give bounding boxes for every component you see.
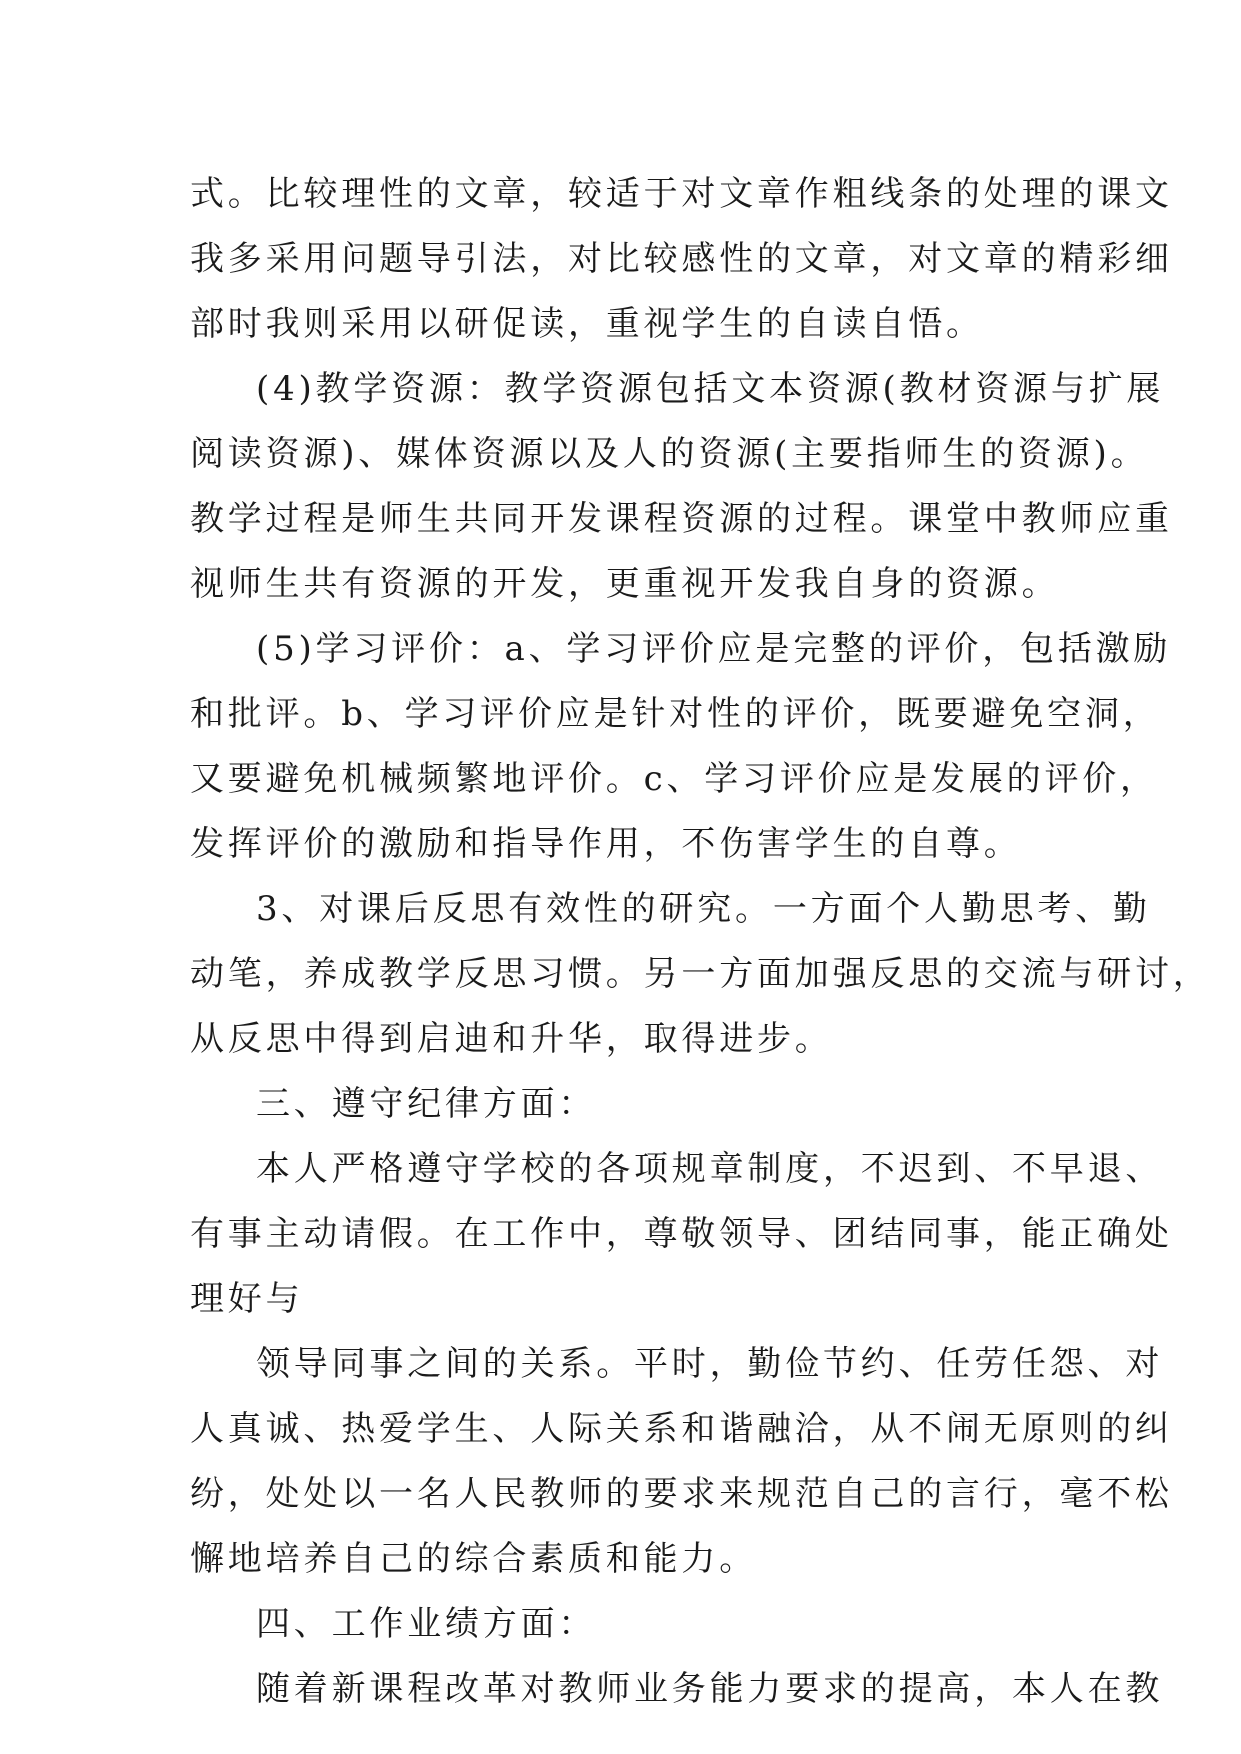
document-body xyxy=(190,162,1211,1722)
text-line: 领导同事之间的关系。平时，勤俭节约、任劳任怨、对 xyxy=(256,1344,1164,1384)
text-line: (5)学习评价：a、学习评价应是完整的评价，包括激励 xyxy=(256,629,1172,669)
text-line: 本人严格遵守学校的各项规章制度，不迟到、不早退、 xyxy=(256,1149,1164,1189)
text-line: 有事主动请假。在工作中，尊敬领导、团结同事，能正确处 xyxy=(190,1214,1173,1254)
text-line: 和批评。b、学习评价应是针对性的评价，既要避免空洞， xyxy=(190,694,1161,734)
text-line: 从反思中得到启迪和升华，取得进步。 xyxy=(190,1019,833,1059)
text-line: 四、工作业绩方面： xyxy=(256,1604,597,1644)
text-line: 阅读资源)、媒体资源以及人的资源(主要指师生的资源)。 xyxy=(190,434,1149,474)
text-line: 理好与 xyxy=(190,1279,304,1319)
text-line: 部时我则采用以研促读，重视学生的自读自悟。 xyxy=(190,304,984,344)
text-line: 3、对课后反思有效性的研究。一方面个人勤思考、勤 xyxy=(256,889,1151,929)
text-line: 教学过程是师生共同开发课程资源的过程。课堂中教师应重 xyxy=(190,499,1173,539)
text-line: (4)教学资源：教学资源包括文本资源(教材资源与扩展 xyxy=(256,369,1165,409)
text-line: 又要避免机械频繁地评价。c、学习评价应是发展的评价， xyxy=(190,759,1158,799)
text-line: 动笔，养成教学反思习惯。另一方面加强反思的交流与研讨， xyxy=(190,954,1211,994)
text-line: 我多采用问题导引法，对比较感性的文章，对文章的精彩细 xyxy=(190,239,1173,279)
text-line: 纷，处处以一名人民教师的要求来规范自己的言行，毫不松 xyxy=(190,1474,1173,1514)
text-line: 人真诚、热爱学生、人际关系和谐融洽，从不闹无原则的纠 xyxy=(190,1409,1173,1449)
text-line: 视师生共有资源的开发，更重视开发我自身的资源。 xyxy=(190,564,1060,604)
text-line: 发挥评价的激励和指导作用，不伤害学生的自尊。 xyxy=(190,824,1022,864)
text-line: 三、遵守纪律方面： xyxy=(256,1084,597,1124)
text-line: 随着新课程改革对教师业务能力要求的提高，本人在教 xyxy=(256,1669,1164,1709)
text-line: 懈地培养自己的综合素质和能力。 xyxy=(190,1539,757,1579)
text-line: 式。比较理性的文章，较适于对文章作粗线条的处理的课文 xyxy=(190,174,1173,214)
